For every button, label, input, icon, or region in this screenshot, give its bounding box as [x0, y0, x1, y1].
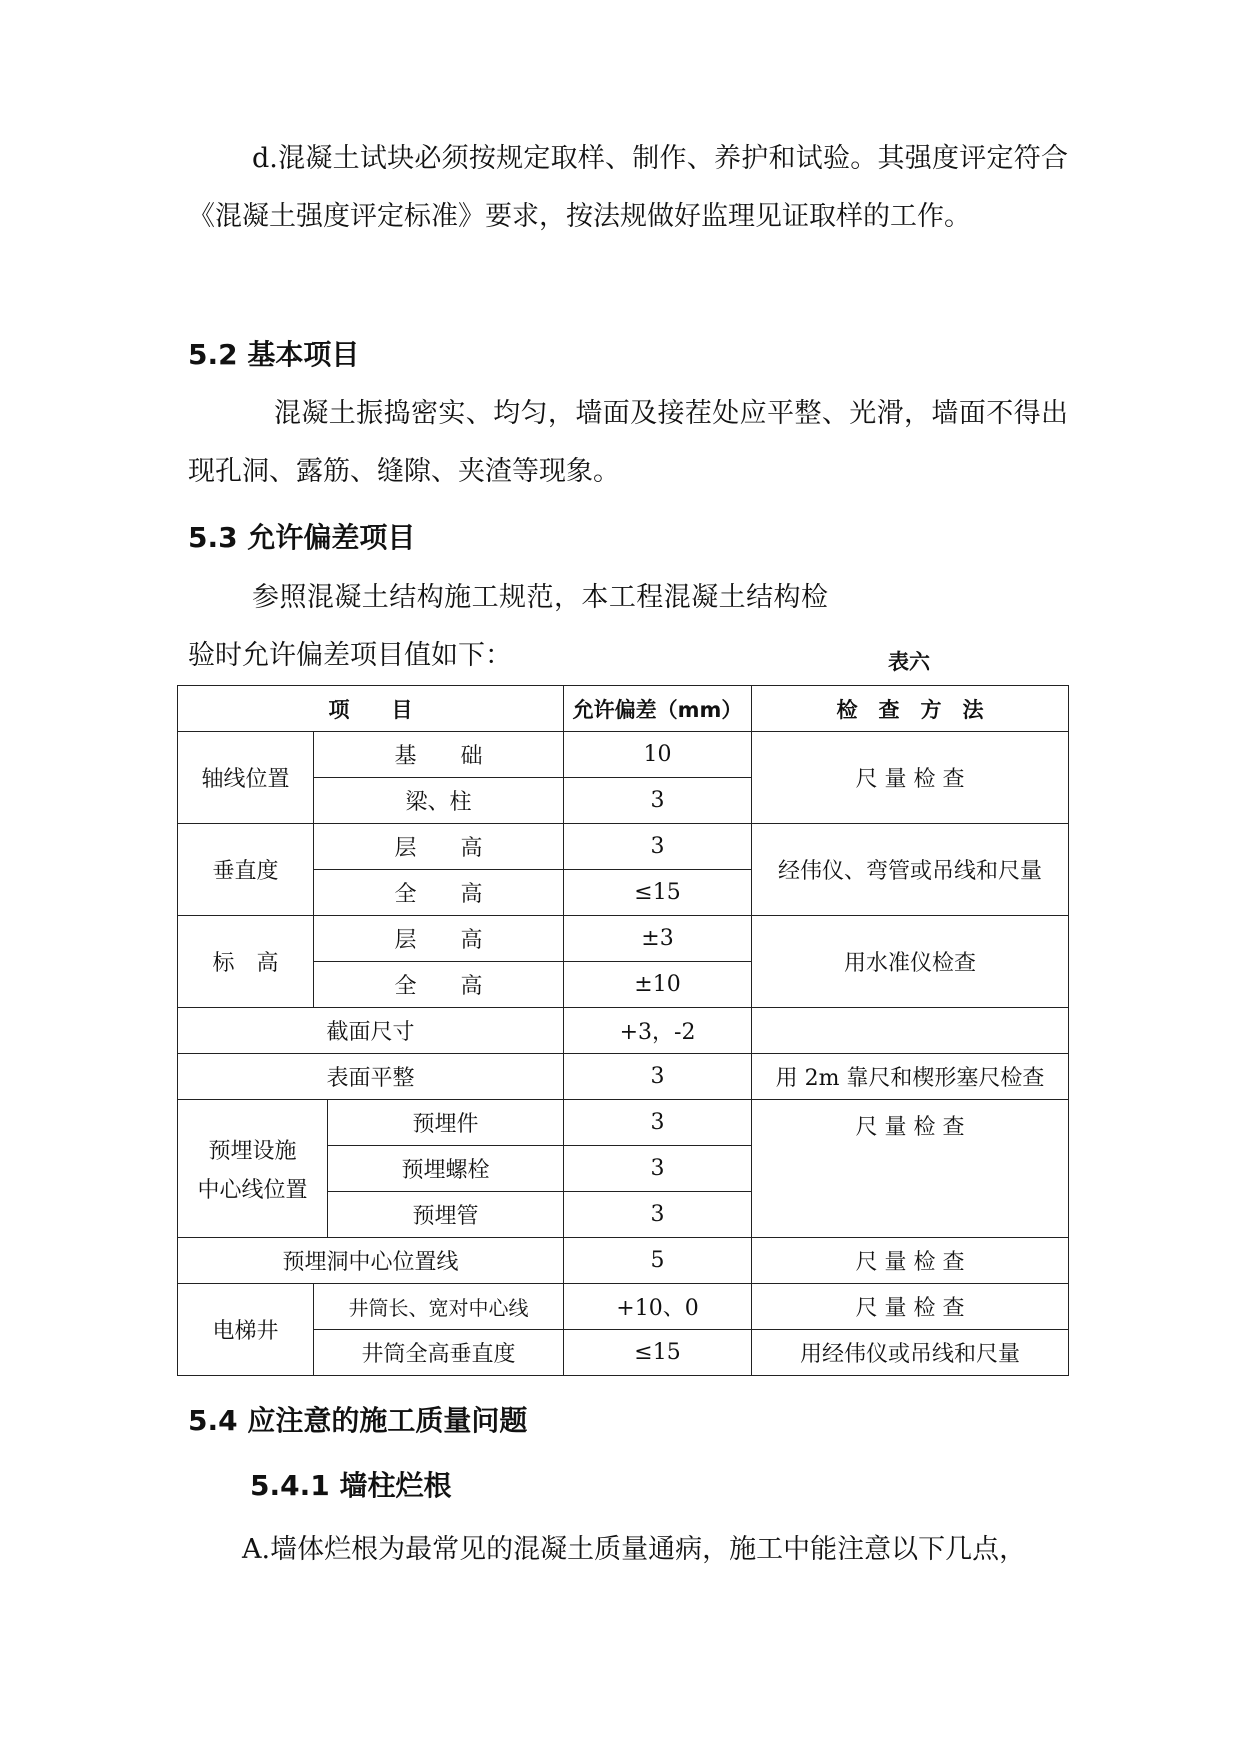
value-cell: ≤15: [564, 870, 752, 916]
table-header-row: [178, 686, 1069, 732]
method-cell: 用水准仪检查: [752, 916, 1069, 1008]
method-cell: 经伟仪、弯管或吊线和尺量: [752, 824, 1069, 916]
table-row: [178, 1008, 1069, 1054]
item-cell: 预埋管: [328, 1192, 564, 1238]
table-row: [178, 1284, 1069, 1330]
value-cell: ≤15: [564, 1330, 752, 1376]
table-row: [178, 1054, 1069, 1100]
group-axis: 轴线位置: [178, 732, 314, 824]
table-row: [178, 732, 1069, 778]
group-embedded: [178, 1100, 328, 1238]
value-cell: 5: [564, 1238, 752, 1284]
heading-5-3: 5.3 允许偏差项目: [188, 521, 416, 554]
paragraph-tolerance-intro: 参照混凝土结构施工规范，本工程混凝土结构检验时允许偏差项目值如下：: [188, 582, 828, 671]
value-cell: ±10: [564, 962, 752, 1008]
table-row: [178, 1100, 1069, 1146]
method-cell: 尺 量 检 查: [752, 732, 1069, 824]
item-cell: 井筒长、宽对中心线: [314, 1284, 564, 1330]
value-cell: 3: [564, 1146, 752, 1192]
method-cell: [752, 1008, 1069, 1054]
value-cell: 3: [564, 1100, 752, 1146]
value-cell: 3: [564, 778, 752, 824]
paragraph-test-block: d.混凝土试块必须按规定取样、制作、养护和试验。其强度评定符合《混凝土强度评定标准》要求，按法规做好监理见证取样的工作。: [188, 143, 1068, 232]
item-cell: 层 高: [314, 916, 564, 962]
group-elevator: 电梯井: [178, 1284, 314, 1376]
table-row: [178, 916, 1069, 962]
value-cell: +3，-2: [564, 1008, 752, 1054]
paragraph-basic-items: 混凝土振捣密实、均匀，墙面及接茬处应平整、光滑，墙面不得出现孔洞、露筋、缝隙、夹渣等现象。: [188, 398, 1068, 487]
item-cell: 截面尺寸: [178, 1008, 564, 1054]
group-embedded-line2: 中心线位置: [197, 1177, 308, 1203]
item-cell: 预埋件: [328, 1100, 564, 1146]
item-cell: 全 高: [314, 870, 564, 916]
item-cell: 表面平整: [178, 1054, 564, 1100]
group-vertical: 垂直度: [178, 824, 314, 916]
method-cell: 尺 量 检 查: [752, 1238, 1069, 1284]
group-embedded-line1: 预埋设施: [208, 1138, 297, 1164]
table-caption: 表六: [888, 650, 930, 674]
header-method: 检 查 方 法: [752, 686, 1069, 732]
value-cell: +10、0: [564, 1284, 752, 1330]
table-row: [178, 824, 1069, 870]
item-cell: 层 高: [314, 824, 564, 870]
item-cell: 全 高: [314, 962, 564, 1008]
value-cell: ±3: [564, 916, 752, 962]
value-cell: 3: [564, 1054, 752, 1100]
header-tolerance: 允许偏差（mm）: [564, 686, 752, 732]
heading-5-4: 5.4 应注意的施工质量问题: [188, 1404, 528, 1437]
tolerance-table: [177, 685, 1069, 1376]
item-cell: 井筒全高垂直度: [314, 1330, 564, 1376]
table-row: [178, 1238, 1069, 1284]
heading-5-2: 5.2 基本项目: [188, 338, 360, 371]
value-cell: 10: [564, 732, 752, 778]
method-cell: 尺 量 检 查: [752, 1284, 1069, 1330]
item-cell: 预埋螺栓: [328, 1146, 564, 1192]
value-cell: 3: [564, 824, 752, 870]
item-cell: 梁、柱: [314, 778, 564, 824]
group-elevation: 标 高: [178, 916, 314, 1008]
heading-5-4-1: 5.4.1 墙柱烂根: [250, 1469, 452, 1502]
method-cell: 尺 量 检 查: [752, 1100, 1069, 1238]
item-cell: 预埋洞中心位置线: [178, 1238, 564, 1284]
item-cell: 基 础: [314, 732, 564, 778]
method-cell: 用 2m 靠尺和楔形塞尺检查: [752, 1054, 1069, 1100]
method-cell: 用经伟仪或吊线和尺量: [752, 1330, 1069, 1376]
paragraph-wall-rot: A.墙体烂根为最常见的混凝土质量通病，施工中能注意以下几点，: [242, 1534, 1027, 1565]
value-cell: 3: [564, 1192, 752, 1238]
header-item: 项 目: [178, 686, 564, 732]
